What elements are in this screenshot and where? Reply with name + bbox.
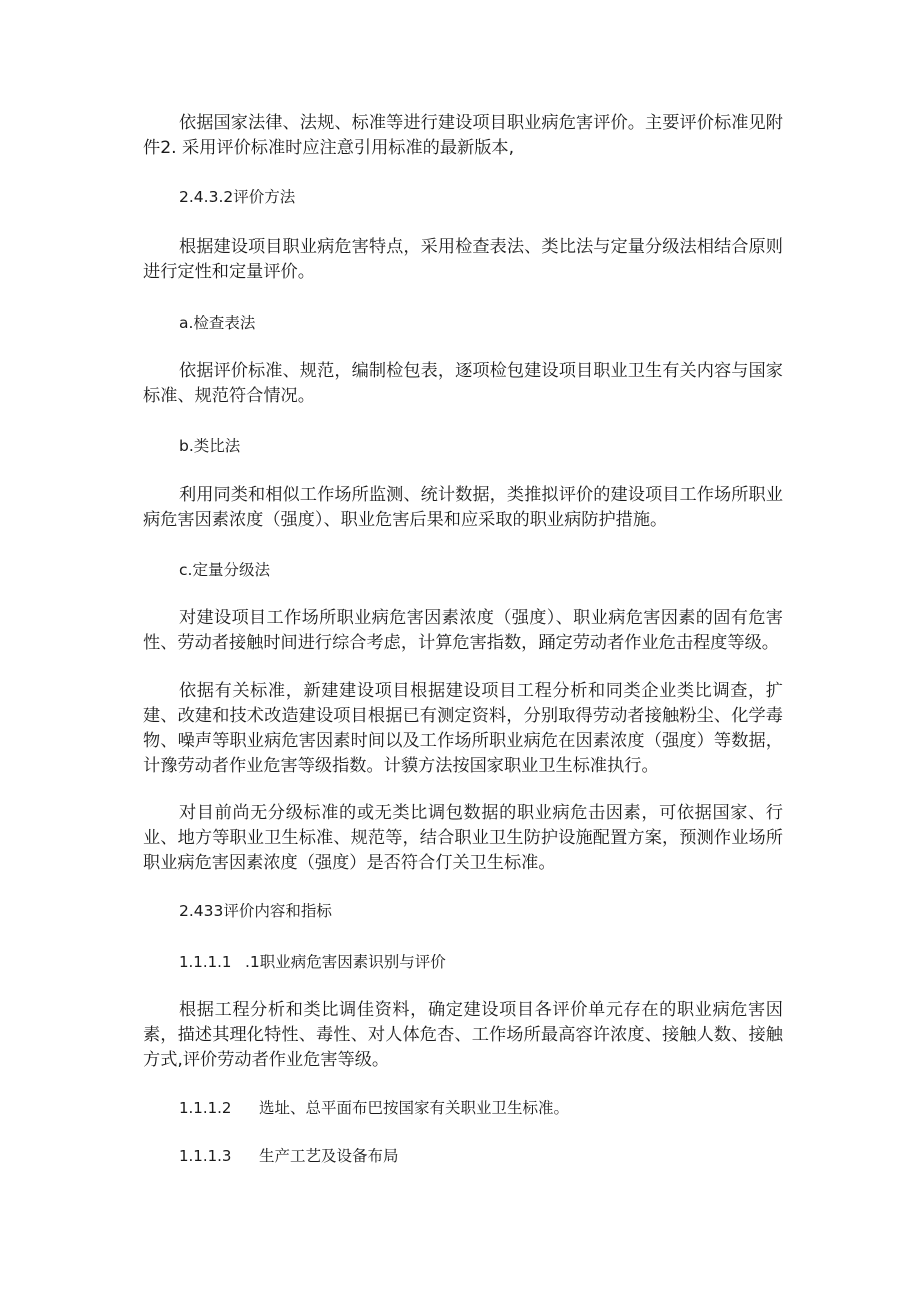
paragraph-standards xyxy=(0,111,920,161)
paragraph-text: 根据建设项目职业病危害特点，采用检查表法、类比法与定量分级法相结合原则进行定性和定量评价。 xyxy=(143,237,783,282)
paragraph-analogy xyxy=(0,483,920,533)
paragraph-hazard-identification xyxy=(0,998,920,1073)
paragraph-text: 对目前尚无分级标准的或无类比调包数据的职业病危击因素，可依据国家、行业、地方等职业卫生标准、规范等，结合职业卫生防护设施配置方案，预测作业场所职业病危害因素浓度（强度）是否符合仃关卫生标准。 xyxy=(143,803,783,873)
paragraph-data-sources xyxy=(0,679,920,779)
section-title: 选址、总平面布巴按国家有关职业卫生标准。 xyxy=(259,1099,570,1117)
paragraph-text: 根据工程分析和类比调佳资料，确定建设项目各评价单元存在的职业病危害因素，描述其理化特性、毒性、对人体危杏、工作场所最高容许浓度、接触人数、接触方式,评价劳动者作业危害等级。 xyxy=(143,1000,783,1070)
paragraph-checklist xyxy=(0,359,920,409)
heading-evaluation-content: 2.433评价内容和指标 xyxy=(179,902,332,920)
section-number: 1.1.1.2 xyxy=(179,1099,232,1117)
heading-section-1-1-1-1 xyxy=(0,950,920,975)
paragraph-no-standard xyxy=(0,801,920,876)
heading-section-1-1-1-3 xyxy=(0,1144,920,1169)
section-number: 1.1.1.1 xyxy=(179,953,232,971)
paragraph-text: 对建设项目工作场所职业病危害因素浓度（强度）、职业病危害因素的固有危害性、劳动者接触时间进行综合考虑，计算危害指数，踊定劳动者作业危击程度等级。 xyxy=(143,608,783,653)
paragraph-text: 依据有关标准，新建建设项目根据建设项目工程分析和同类企业类比调查，扩建、改建和技术改造建设项目根据已有测定资料，分别取得劳动者接触粉尘、化学毒物、噪声等职业病危害因素时间以及工作场所职业病危在因素浓度（强度）等数据，计豫劳动者作业危害等级指数。计貘方法按国家职业卫生标准执行。 xyxy=(143,681,783,776)
section-number: 1.1.1.3 xyxy=(179,1147,232,1165)
heading-evaluation-method: 2.4.3.2评价方法 xyxy=(179,188,296,206)
heading-analogy-method: b.类比法 xyxy=(179,437,241,455)
section-title: .1职业病危害因素识别与评价 xyxy=(245,953,446,971)
paragraph-quantitative xyxy=(0,606,920,656)
paragraph-text: 依据国家法律、法规、标准等进行建设项目职业病危害评价。主要评价标准见附件2. 采用评价标准时应注意引用标准的最新版本, xyxy=(143,113,783,158)
paragraph-text: 依据评价标准、规范，编制检包表，逐项检包建设项目职业卫生有关内容与国家标准、规范符合情况。 xyxy=(143,361,783,406)
heading-section-1-1-1-2 xyxy=(0,1096,920,1121)
paragraph-text: 利用同类和相似工作场所监测、统计数据，类推拟评价的建设项目工作场所职业病危害因素浓度（强度）、职业危害后果和应采取的职业病防护措施。 xyxy=(143,485,783,530)
heading-checklist-method: a.检查表法 xyxy=(179,314,256,332)
section-title: 生产工艺及设备布局 xyxy=(259,1147,399,1165)
heading-quantitative-method: c.定量分级法 xyxy=(179,561,270,579)
paragraph-method-overview xyxy=(0,235,920,285)
